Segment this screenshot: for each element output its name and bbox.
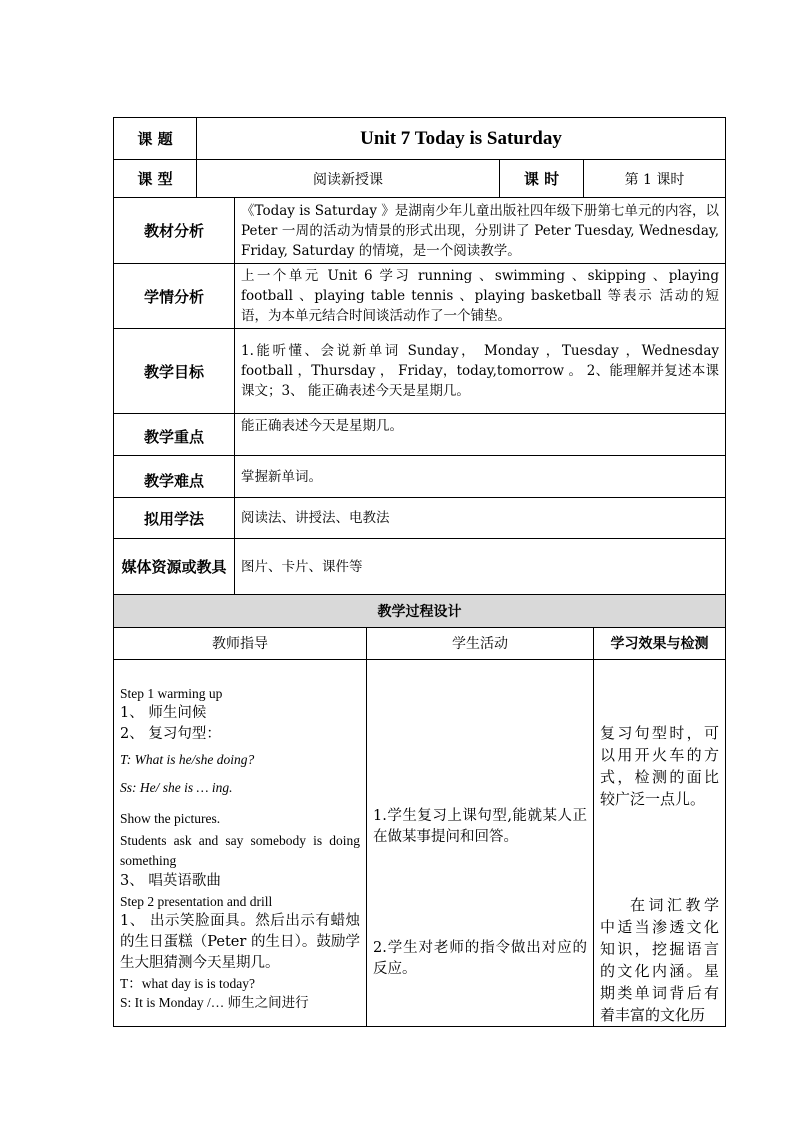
student-activity: 1.学生复习上课句型,能就某人正在做某事提问和回答。 xyxy=(373,807,587,845)
topic-label: 课 题 xyxy=(114,118,197,160)
type-value: 阅读新授课 xyxy=(197,160,500,198)
row-text: 上一个单元 Unit 6 学习 running 、swimming 、skipping 、playing football 、playing table tennis 、playing basketball 等表示 活动的短语，为本单元结合时间谈活动作了一个铺垫。 xyxy=(235,264,726,329)
teacher-line: Step 2 presentation and drill xyxy=(120,893,273,909)
teacher-line: T：what day is is today? xyxy=(120,975,255,991)
period-label: 课 时 xyxy=(500,160,584,198)
col-effect-header: 学习效果与检测 xyxy=(594,627,726,659)
row-label: 教学目标 xyxy=(114,329,235,414)
teacher-line: Ss: He/ she is … ing. xyxy=(120,779,233,795)
info-row xyxy=(114,329,726,414)
row-text: 图片、卡片、课件等 xyxy=(235,539,726,595)
type-label: 课 型 xyxy=(114,160,197,198)
row-label: 媒体资源或教具 xyxy=(114,539,235,595)
row-label: 教材分析 xyxy=(114,198,235,264)
teacher-cell xyxy=(114,659,367,1026)
teacher-line: Students ask and say somebody is doing something xyxy=(120,832,360,868)
row-label: 教学重点 xyxy=(114,414,235,456)
process-header-row xyxy=(114,627,726,659)
info-row xyxy=(114,414,726,456)
teacher-line: 1、 师生问候 xyxy=(120,704,207,721)
teacher-line: 2、 复习句型： xyxy=(120,725,221,742)
row-label: 学情分析 xyxy=(114,264,235,329)
process-title: 教学过程设计 xyxy=(114,595,726,627)
period-value: 第 1 课时 xyxy=(584,160,726,198)
row-text: 能正确表述今天是星期几。 xyxy=(235,414,726,456)
info-table xyxy=(113,117,726,595)
process-title-row xyxy=(114,595,726,627)
col-student-header: 学生活动 xyxy=(367,627,594,659)
type-row xyxy=(114,160,726,198)
student-cell xyxy=(367,659,594,1026)
row-text: 阅读法、讲授法、电教法 xyxy=(235,498,726,539)
process-body-row xyxy=(114,659,726,1026)
info-row xyxy=(114,264,726,329)
teacher-line: T: What is he/she doing? xyxy=(120,751,255,767)
info-row xyxy=(114,498,726,539)
info-row xyxy=(114,456,726,498)
effect-note: 复习句型时，可以用开火车的方式，检测的面比较广泛一点儿。 xyxy=(600,723,720,808)
process-table xyxy=(113,595,726,1027)
topic-row xyxy=(114,118,726,160)
student-activity: 2.学生对老师的指令做出对应的反应。 xyxy=(373,939,587,977)
effect-note: 在词汇教学中适当渗透文化知识，挖掘语言的文化内涵。星期类单词背后有着丰富的文化历 xyxy=(600,895,720,1024)
effect-cell xyxy=(594,659,726,1026)
lesson-title: Unit 7 Today is Saturday xyxy=(197,118,726,160)
row-text: 掌握新单词。 xyxy=(235,456,726,498)
lesson-plan-sheet xyxy=(113,117,725,1027)
teacher-line: 1、 出示笑脸面具。然后出示有蜡烛的生日蛋糕（Peter 的生日）。鼓励学生大胆猜测今天星期几。 xyxy=(120,912,360,971)
col-teacher-header: 教师指导 xyxy=(114,627,367,659)
teacher-line: S: It is Monday /… 师生之间进行 xyxy=(120,994,309,1010)
row-text: 1.能听懂、会说新单词 Sunday， Monday ，Tuesday ，Wednesday football ，Thursday ， Friday，today,tomorrow 。 2、能理解并复述本课课文；3、 能正确表述今天是星期几。 xyxy=(235,329,726,414)
teacher-line: Show the pictures. xyxy=(120,810,221,826)
teacher-line: 3、 唱英语歌曲 xyxy=(120,872,221,889)
row-label: 教学难点 xyxy=(114,456,235,498)
info-row xyxy=(114,198,726,264)
info-row xyxy=(114,539,726,595)
row-text: 《Today is Saturday 》是湖南少年儿童出版社四年级下册第七单元的内容，以 Peter 一周的活动为情景的形式出现，分别讲了 Peter Tuesday, Wednesday, Friday, Saturday 的情境，是一个阅读教学。 xyxy=(235,198,726,264)
row-label: 拟用学法 xyxy=(114,498,235,539)
teacher-line: Step 1 warming up xyxy=(120,685,223,701)
